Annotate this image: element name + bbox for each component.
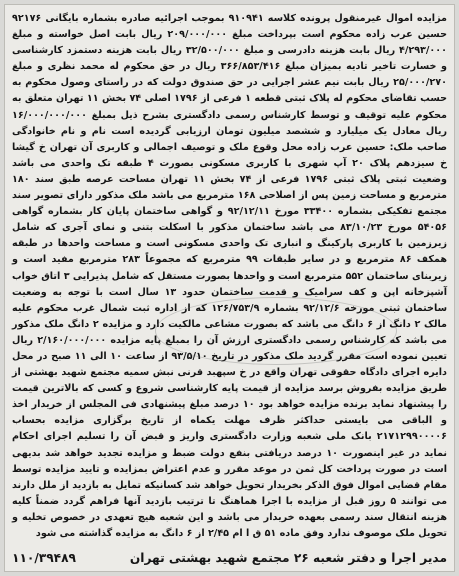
legal-auction-notice xyxy=(4,4,455,572)
notice-footer xyxy=(12,551,447,565)
office-signature: مدیر اجرا و دفتر شعبه ۲۶ مجتمع شهید بهشتی تهران xyxy=(129,551,447,565)
notice-body-text: مزایده اموال غیرمنقول پرونده کلاسه ۹۱۰۹۴۱ بموجب اجرائیه صادره بشماره بایگانی ۹۲۱۷۶ حسین عرب زاده محکوم است بپرداخت مبلغ ۲۰۹/۰۰۰/۰۰۰ ریال بابت اصل خواسته و مبلغ ۴/۲۹۳/۰۰۰ ریال بابت هزینه دادرسی و مبلغ ۳۲/۵۰۰/۰۰۰ ریال بابت هزینه دستمزد کارشناسی و خسارت تاخیر تادیه بمیزان مبلغ ۳۶۶/۸۵۳/۴۱۶ ریال در حق محکوم له محمد نظری و مبلغ ۲۵/۰۰۰/۲۷۰ ریال بابت نیم عشر اجرایی در حق صندوق دولت که در راستای وصول محکوم به حسب تقاضای محکوم له پلاک ثبتی قطعه ۱ فرعی از ۱۷۹۶ اصلی ۷۴ بخش ۱۱ تهران متعلق به محکوم علیه توقیف و توسط کارشناس رسمی دادگستری بشرح ذیل بمبلغ ۱۶/۰۰۰/۰۰۰/۰۰۰ ریال معادل یک میلیارد و ششصد میلیون تومان ارزیابی گردیده است نام و نام خانوادگی صاحب ملک: حسین عرب زاده محل وقوع ملک و توصیف اجمالی و کاربری آن تهران خ گیشا خ سیزدهم پلاک ۲۰ آپ شهری با کاربری مسکونی بصورت ۴ طبقه تک واحدی می باشد وضعیت ثبتی پلاک ثبتی ۱۷۹۶ فرعی از ۷۴ بخش ۱۱ تهران مساحت عرصه طبق سند ۱۸۰ مترمربع و مساحت زمین پس از اصلاحی ۱۶۸ مترمربع می باشد ملک مذکور دارای تصویر سند مجتمع تفکیکی بشماره ۳۳۴۰۰ مورخ ۹۲/۱۲/۱۱ و گواهی ساختمان پایان کار بشماره گواهی ۵۴۰۵۶ مورخ ۸۳/۱۰/۲۳ می باشد ساختمان مذکور با اسکلت بتنی و نمای آجری که شامل زیرزمین با کاربری پارکینگ و انباری تک واحدی مسکونی است و مساحت واحدها در طبقه همکف ۸۶ مترمربع و در سایر طبقات ۹۹ مترمربع که مجموعاً ۲۸۳ مترمربع مفید است و زیربنای ساختمان ۵۵۲ مترمربع است و واحدها بصورت مستقل که شامل پذیرایی ۳ اتاق خواب آشپزخانه اپن و کف سرامیک و قدمت ساختمان حدود ۱۳ سال است با توجه به وضعیت ساختمان ثبتی مورخه ۹۲/۱۲/۶ بشماره ۱۲۶/۷۵۳/۹ که از اداره ثبت شمال غرب محکوم علیه مالک ۲ دانگ از ۶ دانگ می باشد که بصورت مشاعی مالکیت دارد و مزایده ۲ دانگ ملک مذکور می باشد که کارشناس رسمی دادگستری ارزش آن را بمبلغ پایه مزایده ۲/۱۶۰/۰۰۰/۰۰۰ ریال تعیین نموده است مقرر گردید ملک مذکور در تاریخ ۹۳/۵/۱۰ از ساعت ۱۰ الی ۱۱ صبح در محل دایره اجرای دادگاه حقوقی تهران واقع در خ سپهبد قرنی نبش سمیه مجتمع شهید بهشتی از طریق مزایده بفروش برسد مزایده از قیمت پایه کارشناسی شروع و کسی که بالاترین قیمت را پیشنهاد نماید برنده مزایده خواهد بود ۱۰ درصد مبلغ پیشنهادی فی المجلس از خریدار اخذ و الباقی می بایستی حداکثر ظرف مهلت یکماه از تاریخ برگزاری مزایده بحساب ۲۱۷۱۲۹۹۰۰۰۰۶ بانک ملی شعبه وزارت دادگستری واریز و قبض آن را تسلیم اجرای احکام نماید در غیر اینصورت ۱۰ درصد دریافتی بنفع دولت ضبط و مزایده تجدید خواهد شد بدیهی است در صورت پرداخت کل ثمن در موعد مقرر و عدم اعتراض بمزایده و تایید مزایده توسط مقام قضایی اموال فوق الذکر بخریدار تحویل خواهد شد کسانیکه تمایل به بازدید از ملل دارند می توانند ۵ روز قبل از مزایده با اجرا هماهنگ تا ترتیب بازدید آنها فراهم گردد ضمناً کلیه هزینه انتقال سند رسمی بعهده خریدار می باشد و این شعبه هیچ تعهدی در خصوص تخلیه و تحویل ملک موصوف ندارد وفق ماده ۵۱ ق ا ام ۲/۴۵ از ۶ دانگ به مزایده گذاشته می شود xyxy=(12,13,448,539)
reference-number: ۱۱۰/۳۹۴۸۹ xyxy=(12,551,76,565)
